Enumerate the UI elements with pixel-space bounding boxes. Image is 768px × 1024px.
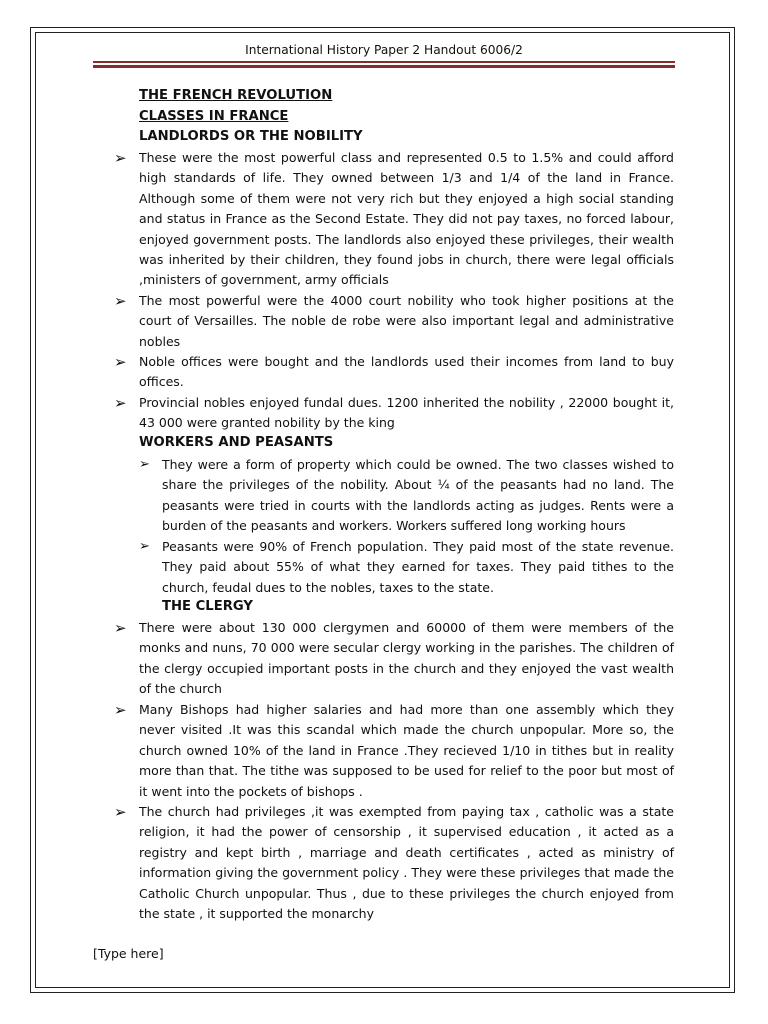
header-rule xyxy=(93,61,675,63)
bullet-arrow-icon: ➢ xyxy=(114,353,127,371)
bullet-arrow-icon: ➢ xyxy=(139,539,150,554)
bullet-arrow-icon: ➢ xyxy=(114,292,127,310)
doc-title: THE FRENCH REVOLUTION xyxy=(139,88,333,103)
nobility-point-3: Noble offices were bought and the landlords used their incomes from land to buy offices. xyxy=(139,354,674,390)
section-heading-clergy: THE CLERGY xyxy=(162,599,253,614)
clergy-point-3: The church had privileges ,it was exempted from paying tax , catholic was a state religion, it had the power of censorship , it supervised education , it acted as a registry and kept birth , marriage and death certificates , acted as ministry of information giving the government policy . They were these privileges that made the Catholic Church unpopular. Thus , due to these privileges the church enjoyed from the state , it supported the monarchy xyxy=(139,804,674,922)
nobility-point-2: The most powerful were the 4000 court nobility who took higher positions at the court of Versailles. The noble de robe were also important legal and administrative nobles xyxy=(139,293,674,349)
header-title: International History Paper 2 Handout 6006/2 xyxy=(245,43,523,57)
bullet-arrow-icon: ➢ xyxy=(114,701,127,719)
workers-point-1: They were a form of property which could be owned. The two classes wished to share the privileges of the nobility. About ¼ of the peasants had no land. The peasants were tried in courts with the landlords acting as judges. Rents were a burden of the peasants and workers. Workers suffered long working hours xyxy=(162,457,674,534)
nobility-point-4: Provincial nobles enjoyed fundal dues. 1200 inherited the nobility , 22000 bought it, 43 000 were granted nobility by the king xyxy=(139,395,674,431)
bullet-arrow-icon: ➢ xyxy=(139,457,150,472)
clergy-point-1: There were about 130 000 clergymen and 60000 of them were members of the monks and nuns, 70 000 were secular clergy working in the parishes. The children of the clergy occupied important posts in the church and they enjoyed the vast wealth of the church xyxy=(139,620,674,697)
nobility-point-1: These were the most powerful class and represented 0.5 to 1.5% and could afford high standards of life. They owned between 1/3 and 1/4 of the land in France. Although some of them were not very rich but they enjoyed a high social standing and status in France as the Second Estate. They did not pay taxes, no forced labour, enjoyed government posts. The landlords also enjoyed these privileges, their wealth was inherited by their children, they found jobs in church, there were legal officials ,ministers of government, army officials xyxy=(139,150,674,288)
workers-point-2: Peasants were 90% of French population. They paid most of the state revenue. They paid about 55% of what they earned for taxes. They paid tithes to the church, feudal dues to the nobles, taxes to the state. xyxy=(162,539,674,595)
section-heading-nobility: LANDLORDS OR THE NOBILITY xyxy=(139,129,363,144)
header-rule-thick xyxy=(93,65,675,68)
bullet-arrow-icon: ➢ xyxy=(114,394,127,412)
footer-placeholder[interactable]: [Type here] xyxy=(93,946,164,961)
section-heading-classes: CLASSES IN FRANCE xyxy=(139,109,289,124)
bullet-arrow-icon: ➢ xyxy=(114,149,127,167)
section-heading-workers: WORKERS AND PEASANTS xyxy=(139,435,334,450)
clergy-point-2: Many Bishops had higher salaries and had more than one assembly which they never visited .It was this scandal which made the church unpopular. More so, the church owned 10% of the land in France .They recieved 1/10 in tithes but in reality more than that. The tithe was supposed to be used for relief to the poor but most of it went into the pockets of bishops . xyxy=(139,702,674,799)
bullet-arrow-icon: ➢ xyxy=(114,803,127,821)
bullet-arrow-icon: ➢ xyxy=(114,619,127,637)
